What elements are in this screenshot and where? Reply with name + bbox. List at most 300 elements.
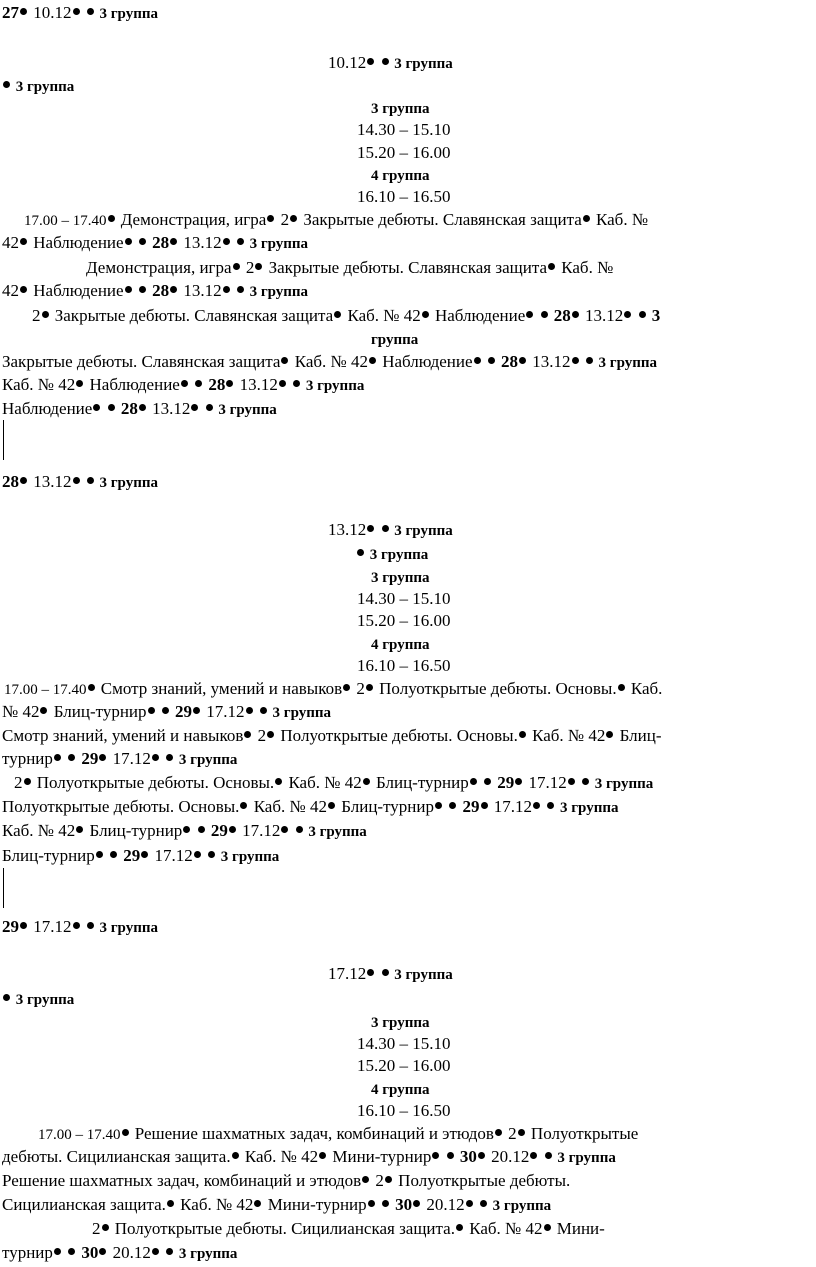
bullet-icon: [54, 1248, 61, 1255]
bullet-icon: [449, 802, 456, 809]
text-segment: [190, 375, 194, 394]
bullet-icon: [382, 525, 389, 532]
text-segment: [192, 821, 196, 840]
text-segment: 4 группа: [371, 168, 430, 184]
bullet-icon: [281, 826, 288, 833]
text-segment: Наблюдение: [377, 352, 473, 371]
text-segment: 29: [458, 797, 480, 816]
text-segment: 13.12: [147, 399, 191, 418]
bullet-icon: [88, 684, 95, 691]
text-line: [4, 679, 662, 699]
bullet-icon: [73, 922, 80, 929]
text-segment: 3 группа: [594, 355, 658, 371]
text-segment: Блиц-турнир: [85, 821, 183, 840]
bullet-icon: [526, 311, 533, 318]
text-segment: 2: [276, 210, 290, 229]
text-segment: Каб. № 42: [2, 375, 76, 394]
text-segment: 17.12: [489, 797, 532, 816]
text-segment: [633, 306, 637, 325]
text-segment: 2: [503, 1124, 517, 1143]
text-segment: [200, 399, 204, 418]
text-segment: 29: [2, 917, 19, 936]
text-segment: Закрытые дебюты. Славянская защита: [299, 210, 582, 229]
text-line: [2, 989, 74, 1009]
bullet-icon: [93, 404, 100, 411]
text-line: [2, 1147, 616, 1167]
text-segment: 3 группа: [390, 523, 453, 539]
text-segment: 28: [549, 306, 571, 325]
text-line: [2, 1243, 237, 1263]
text-line: [2, 352, 657, 372]
text-segment: [63, 749, 67, 768]
text-line: [2, 76, 74, 96]
text-line: [32, 306, 660, 326]
bullet-icon: [275, 778, 282, 785]
bullet-icon: [290, 215, 297, 222]
text-segment: [444, 797, 448, 816]
bullet-icon: [170, 286, 177, 293]
text-line: [2, 1195, 551, 1215]
text-segment: 28: [116, 399, 138, 418]
text-segment: Каб. №: [591, 210, 649, 229]
text-segment: 14.30 – 15.10: [357, 589, 451, 608]
bullet-icon: [181, 380, 188, 387]
text-segment: [63, 1243, 67, 1262]
bullet-icon: [583, 215, 590, 222]
text-line: [357, 120, 451, 140]
text-segment: 3 группа: [390, 56, 453, 72]
text-segment: 29: [206, 821, 228, 840]
text-segment: Полуоткрытые дебюты. Основы.: [2, 797, 240, 816]
text-segment: 14.30 – 15.10: [357, 1034, 451, 1053]
bullet-icon: [369, 357, 376, 364]
text-segment: 13.12: [235, 375, 278, 394]
text-segment: Закрытые дебюты. Славянская защита: [50, 306, 334, 325]
text-segment: 3 группа: [553, 1150, 616, 1166]
text-segment: 13.12: [179, 233, 222, 252]
bullet-icon: [108, 215, 115, 222]
text-segment: Наблюдение: [85, 375, 180, 394]
text-line: [2, 233, 308, 253]
text-line: [371, 567, 430, 587]
text-segment: Каб. №: [557, 258, 614, 277]
text-segment: [539, 1147, 543, 1166]
text-segment: 17.12: [237, 821, 281, 840]
text-segment: Каб. № 42: [464, 1219, 543, 1238]
text-segment: 17.00 – 17.40: [38, 1127, 121, 1143]
bullet-icon: [152, 1248, 159, 1255]
bullet-icon: [87, 922, 94, 929]
text-segment: 28: [204, 375, 226, 394]
text-segment: 28: [2, 472, 19, 491]
text-line: [357, 187, 451, 207]
bullet-icon: [447, 1152, 454, 1159]
bullet-icon: [54, 754, 61, 761]
text-line: [2, 846, 279, 866]
bullet-icon: [481, 802, 488, 809]
bullet-icon: [572, 357, 579, 364]
text-segment: [376, 520, 380, 539]
bullet-icon: [267, 731, 274, 738]
text-segment: 4 группа: [371, 1082, 430, 1098]
bullet-icon: [293, 380, 300, 387]
text-segment: Полуоткрытые дебюты. Основы.: [374, 679, 617, 698]
text-segment: 3 группа: [217, 849, 280, 865]
text-line: [356, 544, 428, 564]
bullet-icon: [237, 238, 244, 245]
text-segment: [376, 53, 380, 72]
text-segment: Наблюдение: [29, 281, 124, 300]
bullet-icon: [480, 1200, 487, 1207]
text-segment: 42: [2, 281, 19, 300]
bullet-icon: [166, 754, 173, 761]
text-segment: Каб. № 42: [2, 821, 76, 840]
bullet-icon: [267, 215, 274, 222]
text-segment: 2: [352, 679, 365, 698]
bullet-icon: [533, 802, 540, 809]
text-segment: 15.20 – 16.00: [357, 611, 451, 630]
bullet-icon: [495, 1129, 502, 1136]
text-segment: 14.30 – 15.10: [357, 120, 451, 139]
text-segment: [161, 749, 165, 768]
text-segment: Мини-турнир: [263, 1195, 367, 1214]
cursor-bar: [3, 868, 4, 908]
text-segment: 3 группа: [304, 824, 367, 840]
bullet-icon: [382, 58, 389, 65]
bullet-icon: [24, 778, 31, 785]
text-segment: Блиц-турнир: [371, 773, 469, 792]
bullet-icon: [456, 1224, 463, 1231]
bullet-icon: [319, 1152, 326, 1159]
bullet-icon: [246, 707, 253, 714]
bullet-icon: [586, 357, 593, 364]
text-segment: [479, 773, 483, 792]
text-segment: Смотр знаний, умений и навыков: [2, 726, 244, 745]
text-segment: 3 группа: [366, 547, 429, 563]
text-segment: Мини-: [552, 1219, 605, 1238]
text-line: [2, 917, 158, 937]
text-line: [357, 143, 451, 163]
bullet-icon: [141, 851, 148, 858]
bullet-icon: [110, 851, 117, 858]
text-segment: 3 группа: [175, 752, 238, 768]
bullet-icon: [367, 58, 374, 65]
text-segment: [376, 964, 380, 983]
text-segment: Каб. № 42: [527, 726, 606, 745]
cursor-bar: [3, 420, 4, 460]
text-segment: 29: [493, 773, 515, 792]
text-segment: [203, 846, 207, 865]
text-segment: Мини-турнир: [328, 1147, 432, 1166]
text-segment: турнир: [2, 1243, 53, 1262]
text-segment: [102, 399, 106, 418]
text-segment: Каб. № 42: [175, 1195, 254, 1214]
text-segment: 17.00 – 17.40: [4, 682, 87, 698]
text-segment: Каб. № 42: [343, 306, 421, 325]
text-segment: Закрытые дебюты. Славянская защита: [2, 352, 281, 371]
bullet-icon: [42, 311, 49, 318]
bullet-icon: [102, 1224, 109, 1231]
text-segment: 3 группа: [371, 1015, 430, 1031]
text-line: [86, 258, 613, 278]
bullet-icon: [367, 969, 374, 976]
text-segment: турнир: [2, 749, 53, 768]
bullet-icon: [547, 802, 554, 809]
bullet-icon: [183, 826, 190, 833]
bullet-icon: [122, 1129, 129, 1136]
text-line: [357, 611, 451, 631]
text-segment: Смотр знаний, умений и навыков: [96, 679, 343, 698]
bullet-icon: [541, 311, 548, 318]
bullet-icon: [624, 311, 631, 318]
bullet-icon: [334, 311, 341, 318]
bullet-icon: [233, 263, 240, 270]
text-segment: 17.12: [29, 917, 72, 936]
text-segment: [290, 821, 294, 840]
bullet-icon: [466, 1200, 473, 1207]
text-segment: [577, 773, 581, 792]
bullet-icon: [237, 286, 244, 293]
text-line: [371, 98, 430, 118]
bullet-icon: [470, 778, 477, 785]
bullet-icon: [40, 707, 47, 714]
text-segment: 3 группа: [371, 101, 430, 117]
bullet-icon: [279, 380, 286, 387]
bullet-icon: [244, 731, 251, 738]
bullet-icon: [545, 1152, 552, 1159]
bullet-icon: [519, 731, 526, 738]
text-segment: [232, 233, 236, 252]
text-line: [371, 1012, 430, 1032]
text-line: [24, 210, 648, 230]
text-line: [371, 165, 430, 185]
text-segment: Блиц-турнир: [2, 846, 95, 865]
bullet-icon: [125, 238, 132, 245]
text-segment: 28: [147, 233, 170, 252]
text-segment: 17.12: [202, 702, 245, 721]
text-segment: 2: [371, 1171, 384, 1190]
text-segment: Наблюдение: [430, 306, 526, 325]
text-segment: [157, 702, 161, 721]
bullet-icon: [125, 286, 132, 293]
text-segment: Каб. № 42: [284, 773, 362, 792]
text-segment: [581, 352, 585, 371]
text-segment: 16.10 – 16.50: [357, 187, 451, 206]
text-segment: группа: [371, 332, 419, 348]
text-segment: дебюты. Сицилианская защита.: [2, 1147, 231, 1166]
bullet-icon: [195, 380, 202, 387]
bullet-icon: [367, 525, 374, 532]
bullet-icon: [166, 1248, 173, 1255]
text-segment: [542, 797, 546, 816]
bullet-icon: [223, 286, 230, 293]
text-line: [357, 1101, 451, 1121]
text-segment: Закрытые дебюты. Славянская защита: [264, 258, 548, 277]
bullet-icon: [232, 1152, 239, 1159]
text-segment: Полуоткрытые дебюты.: [393, 1171, 571, 1190]
bullet-icon: [254, 1200, 261, 1207]
bullet-icon: [68, 754, 75, 761]
bullet-icon: [194, 851, 201, 858]
bullet-icon: [68, 1248, 75, 1255]
text-segment: 13.12: [328, 520, 367, 539]
text-segment: 15.20 – 16.00: [357, 1056, 451, 1075]
text-segment: Решение шахматных задач, комбинаций и этюдов: [130, 1124, 494, 1143]
bullet-icon: [357, 549, 364, 556]
text-segment: Решение шахматных задач, комбинаций и этюдов: [2, 1171, 362, 1190]
text-segment: Сицилианская защита.: [2, 1195, 166, 1214]
bullet-icon: [167, 1200, 174, 1207]
text-segment: 13.12: [580, 306, 624, 325]
bullet-icon: [606, 731, 613, 738]
bullet-icon: [198, 826, 205, 833]
text-segment: 3 группа: [95, 475, 158, 491]
bullet-icon: [432, 1152, 439, 1159]
bullet-icon: [368, 1200, 375, 1207]
text-segment: 3: [647, 306, 661, 325]
bullet-icon: [3, 81, 10, 88]
bullet-icon: [260, 707, 267, 714]
bullet-icon: [343, 684, 350, 691]
bullet-icon: [152, 754, 159, 761]
text-segment: Полуоткрытые дебюты. Основы.: [276, 726, 518, 745]
bullet-icon: [20, 286, 27, 293]
text-line: [357, 656, 451, 676]
text-segment: Наблюдение: [2, 399, 93, 418]
bullet-icon: [422, 311, 429, 318]
text-segment: Блиц-турнир: [336, 797, 434, 816]
text-segment: [82, 472, 86, 491]
bullet-icon: [193, 707, 200, 714]
bullet-icon: [208, 851, 215, 858]
bullet-icon: [328, 802, 335, 809]
text-segment: 3 группа: [95, 920, 158, 936]
bullet-icon: [382, 1200, 389, 1207]
bullet-icon: [568, 778, 575, 785]
text-segment: 17.00 – 17.40: [24, 213, 107, 229]
bullet-icon: [73, 477, 80, 484]
text-line: [2, 749, 237, 769]
text-segment: [232, 281, 236, 300]
text-line: [2, 472, 158, 492]
bullet-icon: [488, 357, 495, 364]
text-segment: Каб. № 42: [240, 1147, 319, 1166]
text-segment: 2: [32, 306, 41, 325]
bullet-icon: [363, 778, 370, 785]
bullet-icon: [20, 8, 27, 15]
text-line: [328, 964, 453, 984]
text-line: [2, 3, 158, 23]
text-segment: 3 группа: [214, 402, 277, 418]
text-segment: 20.12: [422, 1195, 465, 1214]
text-segment: [134, 281, 138, 300]
text-segment: 3 группа: [371, 570, 430, 586]
bullet-icon: [281, 357, 288, 364]
text-segment: 29: [170, 702, 193, 721]
text-segment: 10.12: [328, 53, 367, 72]
text-segment: [483, 352, 487, 371]
text-segment: 13.12: [179, 281, 222, 300]
text-segment: 17.12: [108, 749, 151, 768]
text-segment: 2: [14, 773, 23, 792]
text-segment: 3 группа: [245, 236, 309, 252]
text-segment: Полуоткрытые дебюты. Основы.: [32, 773, 275, 792]
bullet-icon: [108, 404, 115, 411]
bullet-icon: [206, 404, 213, 411]
text-segment: 4 группа: [371, 637, 430, 653]
text-segment: 2: [92, 1219, 101, 1238]
text-segment: 29: [119, 846, 141, 865]
text-segment: [475, 1195, 479, 1214]
bullet-icon: [255, 263, 262, 270]
bullet-icon: [139, 404, 146, 411]
text-line: [328, 520, 453, 540]
bullet-icon: [518, 1129, 525, 1136]
bullet-icon: [478, 1152, 485, 1159]
text-line: [357, 1056, 451, 1076]
bullet-icon: [366, 684, 373, 691]
bullet-icon: [572, 311, 579, 318]
text-segment: 2: [241, 258, 255, 277]
bullet-icon: [20, 922, 27, 929]
text-segment: 3 группа: [175, 1246, 238, 1262]
text-segment: 42: [2, 233, 19, 252]
text-segment: 16.10 – 16.50: [357, 1101, 451, 1120]
bullet-icon: [73, 8, 80, 15]
text-line: [14, 773, 653, 793]
bullet-icon: [20, 477, 27, 484]
text-segment: 3 группа: [302, 378, 365, 394]
text-segment: Каб.: [626, 679, 663, 698]
text-segment: Блиц-: [615, 726, 662, 745]
text-segment: Демонстрация, игра: [86, 258, 232, 277]
text-segment: 3 группа: [556, 800, 619, 816]
text-line: [357, 589, 451, 609]
text-segment: 2: [253, 726, 267, 745]
text-line: [2, 702, 331, 722]
text-segment: 30: [390, 1195, 413, 1214]
bullet-icon: [99, 1248, 106, 1255]
text-segment: [255, 702, 259, 721]
text-line: [371, 329, 418, 349]
text-segment: Полуоткрытые дебюты. Сицилианская защита.: [110, 1219, 455, 1238]
text-segment: [161, 1243, 165, 1262]
text-segment: № 42: [2, 702, 40, 721]
bullet-icon: [20, 238, 27, 245]
text-segment: 3 группа: [245, 284, 309, 300]
bullet-icon: [515, 778, 522, 785]
text-segment: 28: [147, 281, 170, 300]
bullet-icon: [229, 826, 236, 833]
bullet-icon: [484, 778, 491, 785]
text-segment: 17.12: [524, 773, 567, 792]
text-line: [2, 797, 619, 817]
text-line: [38, 1124, 638, 1144]
text-segment: 3 группа: [95, 6, 158, 22]
text-segment: 3 группа: [268, 705, 332, 721]
text-segment: [134, 233, 138, 252]
text-segment: Блиц-турнир: [49, 702, 147, 721]
text-segment: 10.12: [29, 3, 72, 22]
text-segment: 16.10 – 16.50: [357, 656, 451, 675]
text-segment: 17.12: [328, 964, 367, 983]
text-line: [328, 53, 453, 73]
bullet-icon: [544, 1224, 551, 1231]
text-segment: Наблюдение: [29, 233, 124, 252]
text-line: [2, 1171, 570, 1191]
text-segment: 20.12: [486, 1147, 530, 1166]
bullet-icon: [139, 238, 146, 245]
